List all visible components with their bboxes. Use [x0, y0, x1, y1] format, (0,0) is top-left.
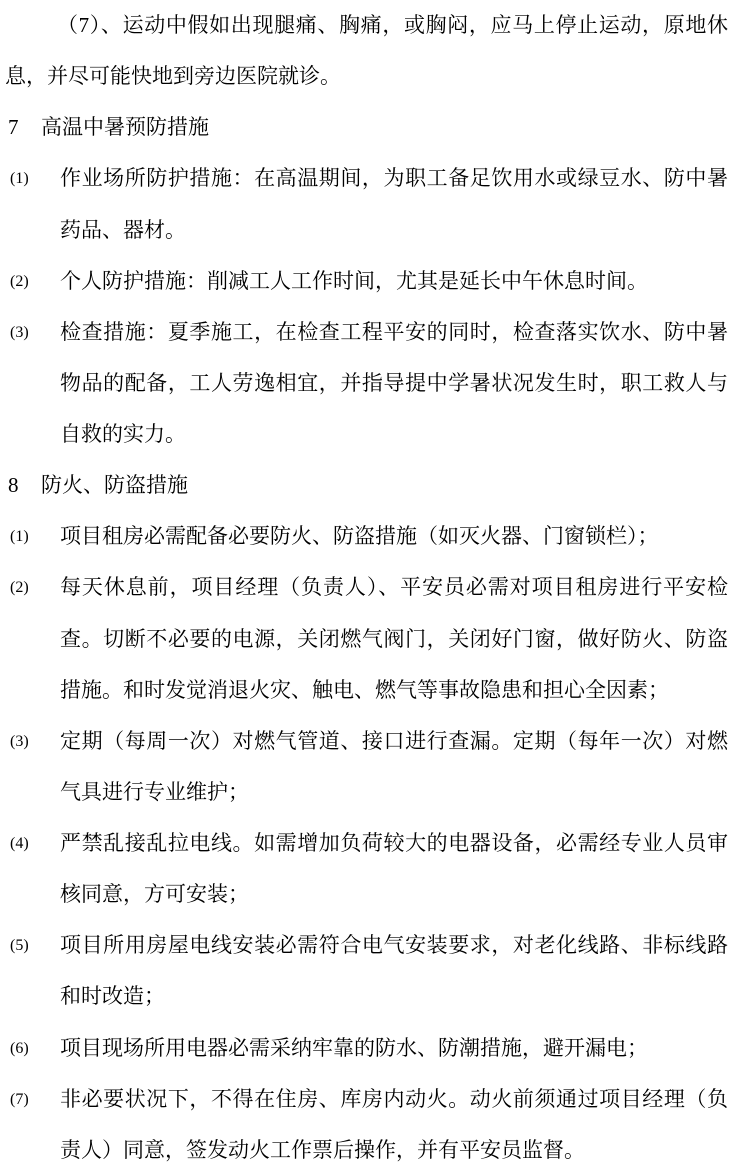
text-line: 措施。和时发觉消退火灾、触电、燃气等事故隐患和担心全因素； [60, 677, 669, 702]
section-number: 7 [8, 115, 19, 140]
section-8-heading [8, 460, 736, 511]
list-item-8-7 [0, 1074, 736, 1176]
list-item-8-2 [0, 562, 736, 715]
item-marker: (2) [10, 579, 29, 597]
text-line: 作业场所防护措施：在高温期间，为职工备足饮用水或绿豆水、防中暑 [60, 166, 728, 191]
list-item-8-5 [0, 920, 736, 1022]
list-item-8-4 [0, 818, 736, 920]
text-line: 责人）同意，签发动火工作票后操作，并有平安员监督。 [60, 1137, 585, 1162]
item-marker: (3) [10, 323, 29, 341]
text-line: 项目现场所用电器必需采纳牢靠的防水、防潮措施，避开漏电； [60, 1035, 648, 1060]
text-line: 物品的配备，工人劳逸相宜，并指导提中学暑状况发生时，职工救人与 [60, 370, 728, 395]
intro-paragraph [0, 0, 736, 102]
item-marker: (7) [10, 1090, 29, 1108]
list-item-7-3 [0, 307, 736, 460]
list-item-8-6 [0, 1023, 736, 1074]
text-line: 息，并尽可能快地到旁边医院就诊。 [5, 64, 341, 89]
text-line: 非必要状况下，不得在住房、库房内动火。动火前须通过项目经理（负 [60, 1086, 728, 1111]
list-item-7-1 [0, 153, 736, 255]
text-line: 查。切断不必要的电源，关闭燃气阀门，关闭好门窗，做好防火、防盗 [60, 626, 728, 651]
list-item-8-1 [0, 511, 736, 562]
text-line: 药品、器材。 [60, 217, 186, 242]
text-line: 项目所用房屋电线安装必需符合电气安装要求，对老化线路、非标线路 [60, 933, 728, 958]
item-marker: (4) [10, 835, 29, 852]
section-title: 高温中暑预防措施 [41, 115, 209, 140]
text-line: 每天休息前，项目经理（负责人）、平安员必需对项目租房进行平安检 [60, 575, 728, 600]
text-line: 检查措施：夏季施工，在检查工程平安的同时，检查落实饮水、防中暑 [60, 319, 728, 344]
item-marker: (1) [10, 528, 29, 546]
section-number: 8 [8, 473, 19, 498]
text-line: 严禁乱接乱拉电线。如需增加负荷较大的电器设备，必需经专业人员审 [60, 831, 728, 855]
item-marker: (6) [10, 1039, 29, 1057]
text-line: （7）、运动中假如出现腿痛、胸痛，或胸闷，应马上停止运动，原地休 [57, 13, 728, 37]
item-marker: (2) [10, 272, 29, 290]
text-line: 项目租房必需配备必要防火、防盗措施（如灭火器、门窗锁栏）； [60, 524, 659, 549]
item-marker: (1) [10, 170, 29, 188]
item-marker: (5) [10, 937, 29, 955]
text-line: 核同意，方可安装； [60, 882, 249, 907]
text-line: 个人防护措施：削减工人工作时间，尤其是延长中午休息时间。 [60, 268, 648, 293]
list-item-7-2 [0, 256, 736, 307]
text-line: 定期（每周一次）对燃气管道、接口进行查漏。定期（每年一次）对燃 [60, 728, 728, 753]
section-title: 防火、防盗措施 [41, 473, 188, 498]
text-line: 气具进行专业维护； [60, 779, 249, 804]
item-marker: (3) [10, 732, 29, 750]
text-line: 和时改造； [60, 984, 165, 1009]
section-7-heading [8, 102, 736, 153]
list-item-8-3 [0, 716, 736, 818]
text-line: 自救的实力。 [60, 422, 186, 446]
